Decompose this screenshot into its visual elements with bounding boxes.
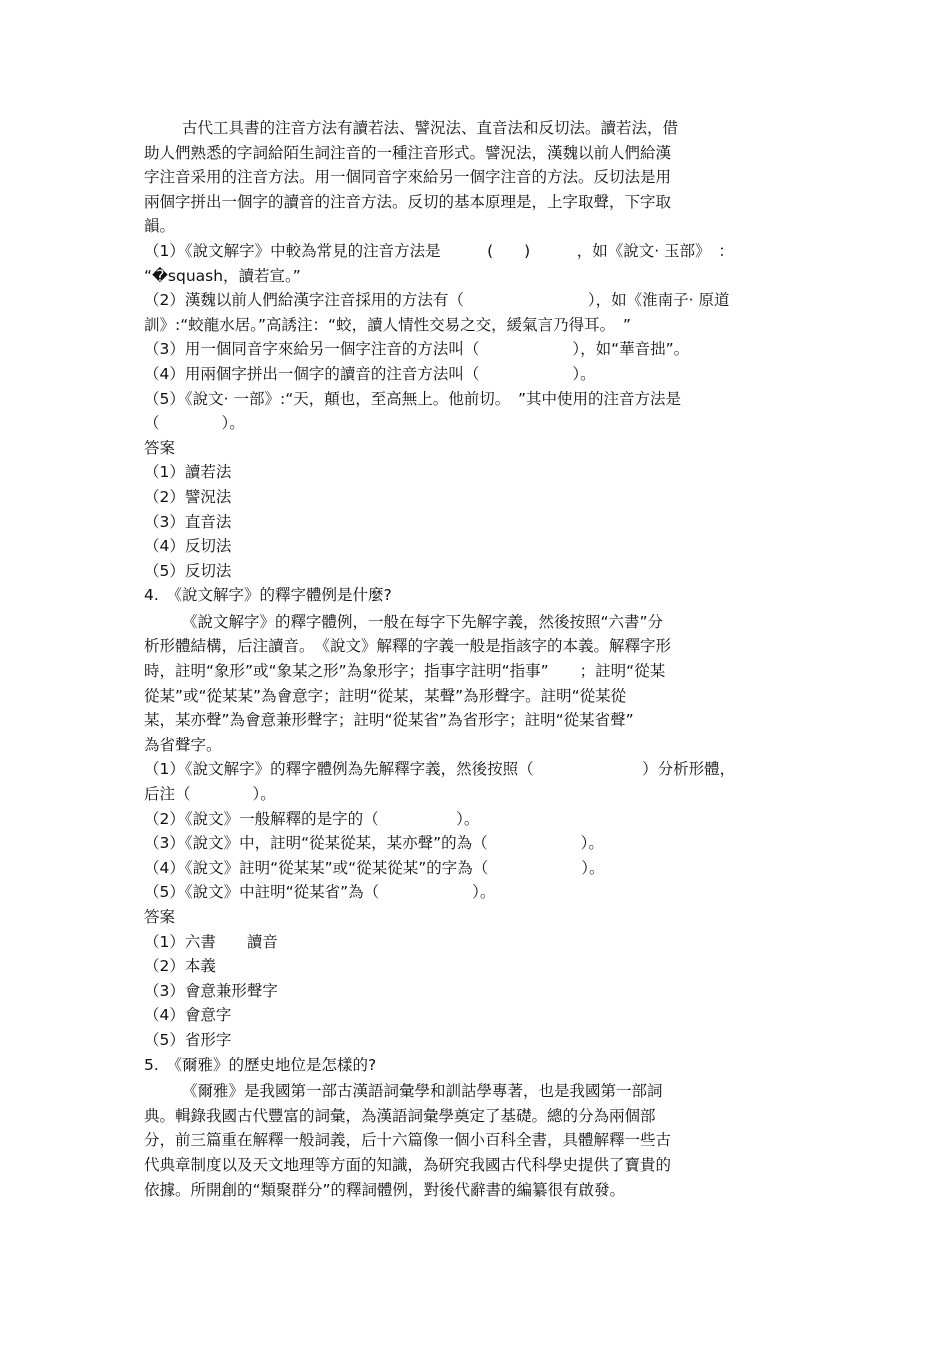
- section-heading: 5. 《爾雅》的歷史地位是怎樣的?: [144, 1055, 377, 1074]
- answer-item: （3）會意兼形聲字: [144, 981, 278, 1000]
- answer-item: （1）讀若法: [144, 463, 232, 482]
- question-line: （1）《說文解字》中較為常見的注音方法是 ( ) ，如《說文· 玉部》 ：: [144, 241, 734, 260]
- question-line: （5）《說文》中註明“從某省”為（ ）。: [144, 883, 496, 902]
- paragraph-line: 《爾雅》是我國第一部古漢語詞彙學和訓詁學專著，也是我國第一部詞: [182, 1082, 663, 1101]
- answer-label: 答案: [144, 908, 176, 926]
- question-line: （4）用兩個字拼出一個字的讀音的注音方法叫（ ）。: [144, 364, 596, 383]
- paragraph-line: 韻。: [144, 217, 176, 236]
- question-line: （3）用一個同音字來給另一個字注音的方法叫（ ），如“華音拙”。: [144, 340, 690, 359]
- answer-item: （5）省形字: [144, 1030, 232, 1049]
- question-line: “�squash，讀若宣。”: [144, 266, 301, 285]
- question-line: （4）《說文》註明“從某某”或“從某從某”的字為（ ）。: [144, 858, 605, 877]
- question-line: （5）《說文· 一部》:“天，顛也，至高無上。他前切。 ”其中使用的注音方法是: [144, 389, 682, 408]
- question-line: （2）《說文》一般解釋的是字的（ ）。: [144, 809, 480, 828]
- answer-item: （2）譬況法: [144, 487, 232, 506]
- paragraph-line: 依據。所開創的“類聚群分”的釋詞體例，對後代辭書的編纂很有啟發。: [144, 1180, 626, 1199]
- paragraph-line: 分，前三篇重在解釋一般詞義，后十六篇像一個小百科全書，具體解釋一些古: [144, 1131, 672, 1150]
- answer-label: 答案: [144, 438, 176, 457]
- paragraph-line: 時，註明“象形”或“象某之形”為象形字；指事字註明“指事” ；註明“從某: [144, 662, 666, 681]
- paragraph-line: 析形體結構，后注讀音。 《說文》解釋的字義一般是指該字的本義。解釋字形: [144, 637, 672, 656]
- answer-item: （1）六書 讀音: [144, 932, 278, 951]
- question-line: （ ）。: [144, 414, 245, 433]
- paragraph-line: 古代工具書的注音方法有讀若法、譬況法、直音法和反切法。讀若法，借: [182, 119, 679, 137]
- paragraph-line: 助人們熟悉的字詞給陌生詞注音的一種注音形式。譬況法，漢魏以前人們給漢: [144, 143, 672, 162]
- question-line: （1）《說文解字》的釋字體例為先解釋字義，然後按照（ ）分析形體，: [144, 760, 736, 779]
- section-heading: 4. 《說文解字》的釋字體例是什麼?: [144, 586, 392, 605]
- question-line: 訓》:“蛟龍水居。”高誘注：“蛟，讀人情性交易之交，緩氣言乃得耳。 ”: [144, 315, 631, 334]
- paragraph-line: 代典章制度以及天文地理等方面的知識，為研究我國古代科學史提供了寶貴的: [144, 1155, 672, 1174]
- paragraph-line: 典。輯錄我國古代豐富的詞彙，為漢語詞彙學奠定了基礎。總的分為兩個部: [144, 1106, 656, 1125]
- question-line: （3）《說文》中，註明“從某從某，某亦聲”的為（ ）。: [144, 834, 604, 853]
- paragraph-line: 為省聲字。: [144, 735, 222, 754]
- answer-item: （4）會意字: [144, 1006, 232, 1025]
- answer-item: （4）反切法: [144, 537, 232, 556]
- document-page: [144, 116, 814, 1202]
- paragraph-line: 某，某亦聲”為會意兼形聲字；註明“從某省”為省形字；註明“從某省聲”: [144, 711, 634, 730]
- answer-item: （3）直音法: [144, 512, 232, 531]
- question-line: （2）漢魏以前人們給漢字注音採用的方法有（ ），如《淮南子· 原道: [144, 291, 730, 310]
- paragraph-line: 《說文解字》的釋字體例，一般在每字下先解字義，然後按照“六書”分: [182, 612, 664, 631]
- question-line: 后注（ ）。: [144, 785, 276, 804]
- paragraph-line: 兩個字拼出一個字的讀音的注音方法。反切的基本原理是，上字取聲，下字取: [144, 192, 672, 211]
- answer-item: （5）反切法: [144, 561, 232, 580]
- answer-item: （2）本義: [144, 957, 216, 976]
- paragraph-line: 從某”或“從某某”為會意字；註明“從某，某聲”為形聲字。註明“從某從: [144, 686, 627, 705]
- paragraph-line: 字注音采用的注音方法。用一個同音字來給另一個字注音的方法。反切法是用: [144, 168, 672, 187]
